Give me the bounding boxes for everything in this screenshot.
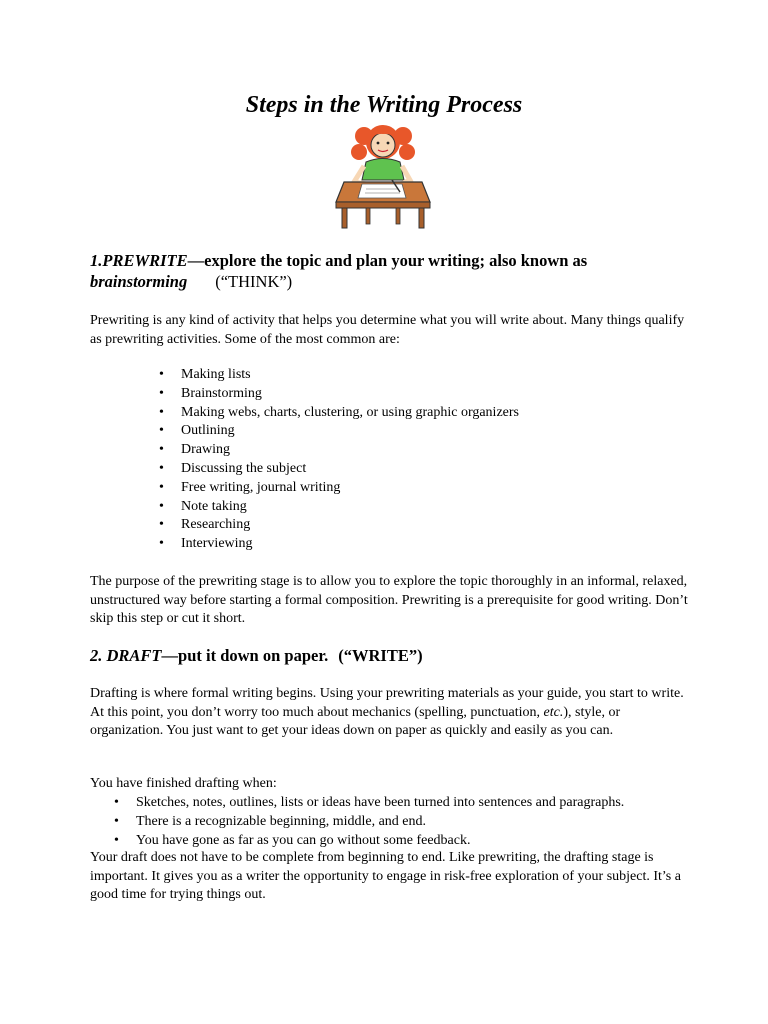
- bullet: •: [159, 517, 164, 533]
- step-1-heading: [90, 250, 690, 292]
- list-item: [159, 404, 519, 423]
- list-item-text: Outlining: [181, 423, 235, 439]
- list-item-text: Brainstorming: [181, 385, 262, 401]
- step-2-label: 2. DRAFT: [90, 646, 162, 665]
- prewriting-purpose: The purpose of the prewriting stage is to allow you to explore the topic thoroughly in an informal, relaxed, unstructured way before starting a formal composition. Prewriting is a prerequisite for good writing. Don’t skip this step or cut it short.: [90, 574, 688, 626]
- girl-writing-at-desk-icon: [326, 122, 441, 230]
- step-1-heading-line2: [90, 271, 690, 292]
- step-1-term: brainstorming: [90, 272, 188, 291]
- list-item: [114, 832, 624, 851]
- list-item: [114, 794, 625, 813]
- list-item-text: Note taking: [181, 498, 247, 514]
- list-item: [159, 498, 519, 517]
- list-item: [159, 460, 519, 479]
- list-item-text: Free writing, journal writing: [181, 479, 341, 495]
- drafting-intro-part2: ), style, or organization. You just want to get your ideas down on paper as quickly and easily as you can.: [90, 704, 621, 738]
- drafting-intro-etc: etc.: [543, 704, 564, 720]
- bullet: •: [114, 813, 119, 829]
- list-item: [159, 516, 519, 535]
- drafting-intro: [90, 685, 690, 741]
- list-item-text: Making webs, charts, clustering, or using graphic organizers: [181, 404, 519, 420]
- finished-drafting-label: You have finished drafting when:: [90, 776, 277, 791]
- finished-drafting-list: [114, 794, 625, 850]
- step-1-description: —explore the topic and plan your writing; also known as: [187, 251, 588, 270]
- bullet: •: [159, 423, 164, 439]
- bullet: •: [159, 479, 164, 495]
- list-item: [159, 441, 519, 460]
- step-1-tag: (“THINK”): [215, 272, 293, 291]
- list-item: [159, 479, 519, 498]
- list-item: [159, 385, 519, 404]
- step-2-description: —put it down on paper.: [161, 646, 329, 665]
- bullet: •: [159, 404, 164, 420]
- list-item-text: Interviewing: [181, 536, 253, 552]
- step-2-tag: (“WRITE”): [338, 646, 423, 665]
- drafting-intro-part1: Drafting is where formal writing begins. Using your prewriting materials as your guide, you start to write. At this point, you don’t worry too much about mechanics (spelling, punctuation,: [90, 686, 684, 720]
- list-item-text: Researching: [181, 517, 251, 533]
- list-item-text: Making lists: [181, 367, 251, 382]
- list-item: [114, 813, 624, 832]
- list-item-text: Sketches, notes, outlines, lists or ideas have been turned into sentences and paragraphs.: [136, 795, 625, 810]
- step-2-heading: [90, 645, 423, 666]
- bullet: •: [159, 498, 164, 514]
- prewriting-activities-list: [159, 366, 519, 554]
- list-item-text: Drawing: [181, 442, 230, 458]
- bullet: •: [114, 795, 119, 810]
- step-1-label: 1.PREWRITE: [90, 251, 188, 270]
- bullet: •: [159, 385, 164, 401]
- prewriting-intro: Prewriting is any kind of activity that helps you determine what you will write about. Many things qualify as prewriting activities. Some of the most common are:: [90, 313, 685, 347]
- list-item-text: You have gone as far as you can go without some feedback.: [136, 832, 471, 848]
- page-title: Steps in the Writing Process: [245, 92, 523, 118]
- bullet: •: [159, 367, 164, 382]
- list-item-text: There is a recognizable beginning, middle, and end.: [136, 813, 427, 829]
- list-item: [159, 422, 519, 441]
- bullet: •: [159, 442, 164, 458]
- list-item: [159, 535, 519, 554]
- list-item: [159, 366, 519, 385]
- bullet: •: [159, 536, 164, 552]
- bullet: •: [159, 460, 164, 476]
- drafting-closing: Your draft does not have to be complete from beginning to end. Like prewriting, the drafting stage is important. It gives you as a writer the opportunity to engage in risk-free exploration of your subject. It’s a good time for trying things out.: [90, 850, 681, 902]
- bullet: •: [114, 832, 119, 848]
- list-item-text: Discussing the subject: [181, 460, 307, 476]
